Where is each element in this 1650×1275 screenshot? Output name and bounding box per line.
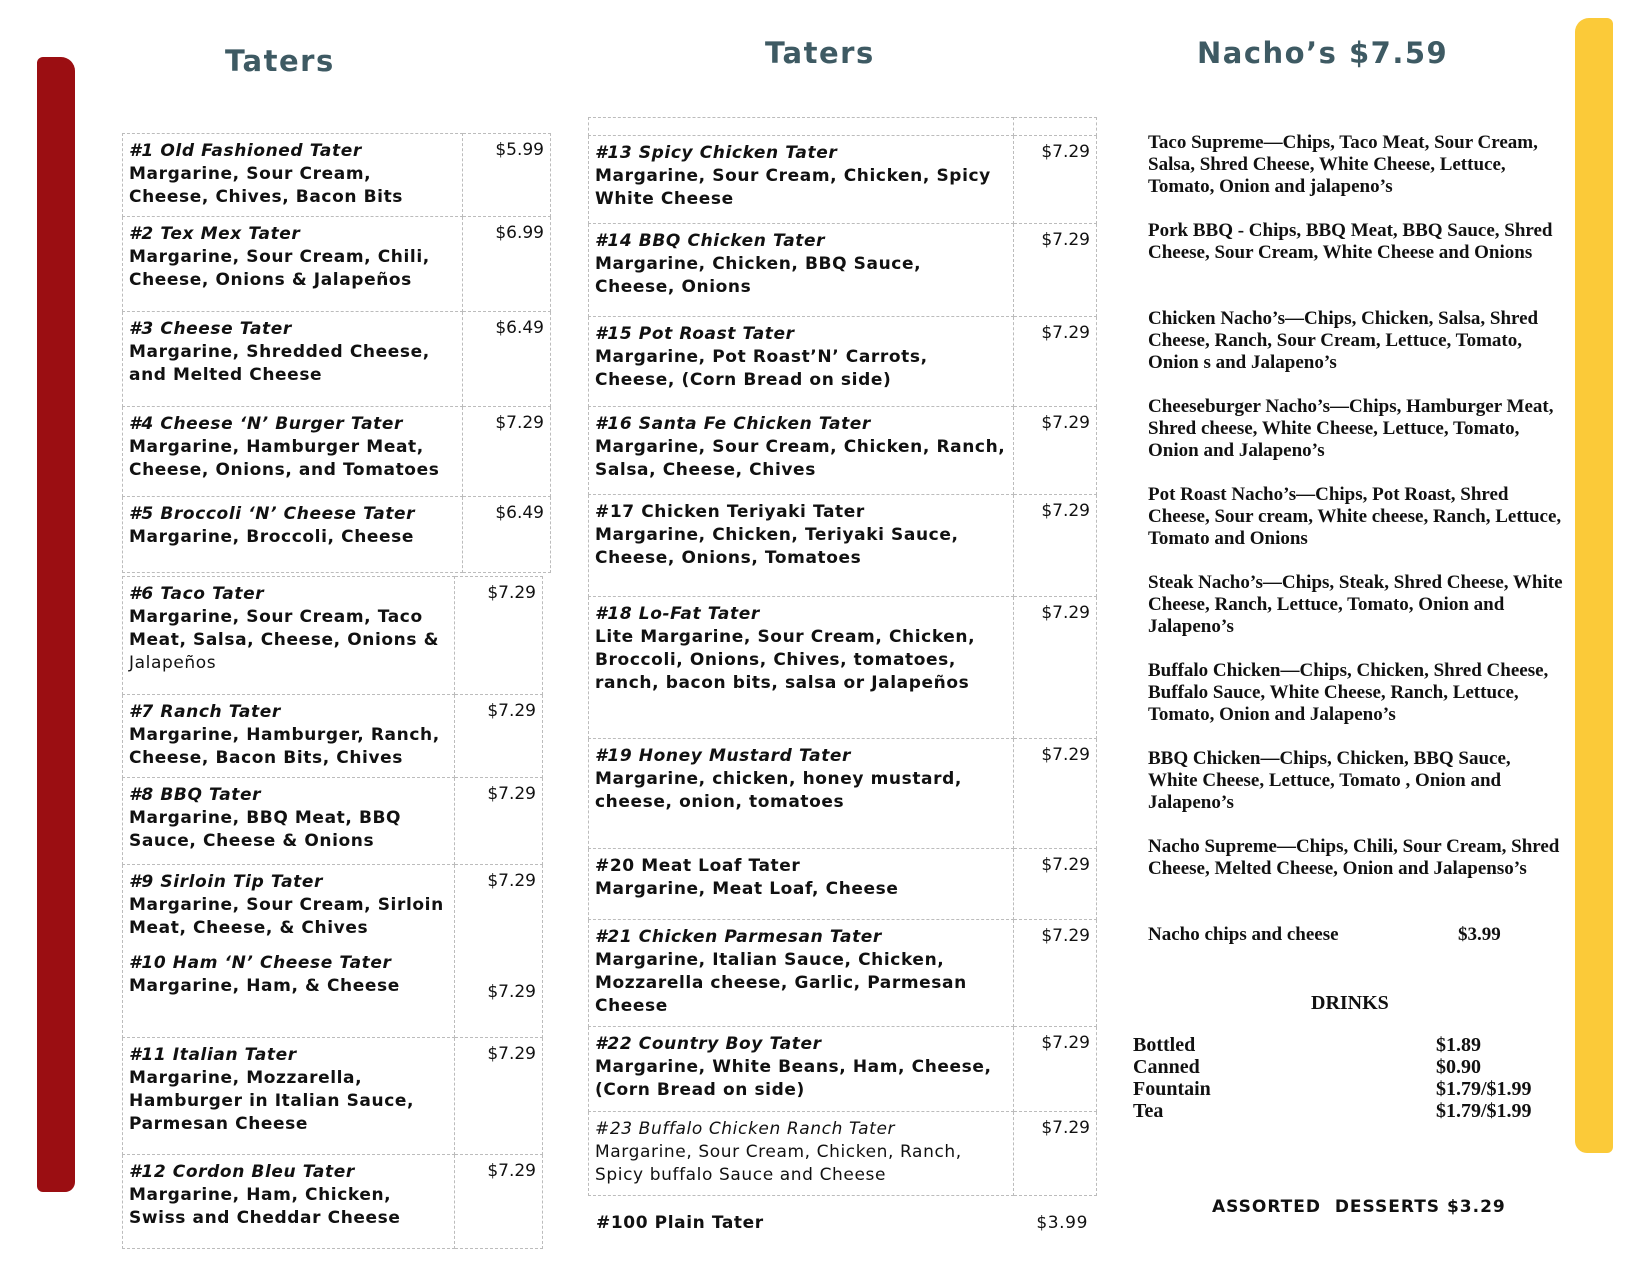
item-price: $7.29 [1014, 849, 1097, 920]
item-desc: Margarine, Sour Cream, Cheese, Chives, Bacon Bits [129, 164, 404, 207]
item-price: $7.29 [1014, 1112, 1097, 1196]
nacho-item: Cheeseburger Nacho’s—Chips, Hamburger Meat, Shred cheese, White Cheese, Lettuce, Tomato, Onion and Jalapeno’s [1148, 396, 1554, 461]
item-price: $6.99 [463, 217, 551, 312]
drink-row [1133, 1034, 1573, 1056]
item-desc: Margarine, Hamburger, Ranch, Cheese, Bacon Bits, Chives [129, 725, 440, 768]
item-desc: Margarine, Broccoli, Cheese [129, 527, 415, 547]
item-desc: Margarine, Hamburger Meat, Cheese, Onions, and Tomatoes [129, 437, 440, 480]
item-name: #19 Honey Mustard Tater [595, 746, 852, 766]
item-price: $7.29 [487, 982, 536, 1002]
item-name: #6 Taco Tater [129, 584, 265, 604]
menu-row [123, 577, 543, 695]
item-name: #23 Buffalo Chicken Ranch Tater [595, 1119, 896, 1139]
item-price: $7.29 [455, 577, 543, 695]
item-desc: Margarine, Sour Cream, Chicken, Spicy White Cheese [595, 166, 991, 209]
nacho-item: Steak Nacho’s—Chips, Steak, Shred Cheese, White Cheese, Ranch, Lettuce, Tomato, Onion and Jalapeno’s [1148, 572, 1563, 637]
menu-row-spacer [589, 118, 1097, 136]
item-desc: Margarine, White Beans, Ham, Cheese, (Corn Bread on side) [595, 1057, 992, 1100]
item-price: $7.29 [1014, 136, 1097, 224]
item-desc-tail: Jalapeños [129, 653, 217, 673]
menu-row [589, 597, 1097, 739]
item-price: $7.29 [1014, 597, 1097, 739]
menu-row [589, 1027, 1097, 1112]
plain-tater-row [596, 1213, 1096, 1233]
item-price: $7.29 [455, 1038, 543, 1155]
drink-row [1133, 1056, 1573, 1078]
menu-row [123, 134, 551, 217]
menu-row [123, 1155, 543, 1249]
item-price: $7.29 [1014, 224, 1097, 317]
nacho-chips-price: $3.99 [1458, 924, 1501, 945]
nacho-item: Nacho Supreme—Chips, Chili, Sour Cream, Shred Cheese, Melted Cheese, Onion and Jalapenso’s [1148, 836, 1560, 879]
nacho-item: Taco Supreme—Chips, Taco Meat, Sour Cream, Salsa, Shred Cheese, White Cheese, Lettuce, Tomato, Onion and jalapeno’s [1148, 132, 1538, 197]
menu-row [123, 1038, 543, 1155]
drink-price: $1.89 [1436, 1034, 1481, 1056]
item-name: #5 Broccoli ‘N’ Cheese Tater [129, 504, 416, 524]
tater-table-1 [122, 133, 551, 573]
item-name: #10 Ham ‘N’ Cheese Tater [129, 953, 392, 973]
item-name: #100 Plain Tater [596, 1213, 764, 1233]
menu-row [123, 497, 551, 573]
drink-price: $1.79/$1.99 [1436, 1100, 1532, 1122]
item-name: #15 Pot Roast Tater [595, 324, 795, 344]
menu-row [123, 865, 543, 1038]
menu-row [589, 317, 1097, 407]
item-price: $5.99 [463, 134, 551, 217]
heading-taters-middle: Taters [765, 36, 875, 70]
item-desc: Margarine, Sour Cream, Chicken, Ranch, Spicy buffalo Sauce and Cheese [595, 1142, 962, 1185]
menu-row [123, 217, 551, 312]
item-desc: Margarine, Pot Roast’N’ Carrots, Cheese, (Corn Bread on side) [595, 347, 928, 390]
item-name: #16 Santa Fe Chicken Tater [595, 414, 871, 434]
item-name: #13 Spicy Chicken Tater [595, 143, 838, 163]
desserts-line: ASSORTED DESSERTS $3.29 [1212, 1197, 1506, 1217]
item-desc: Margarine, Italian Sauce, Chicken, Mozzarella cheese, Garlic, Parmesan Cheese [595, 950, 967, 1016]
item-desc: Margarine, Mozzarella, Hamburger in Italian Sauce, Parmesan Cheese [129, 1068, 415, 1134]
item-name: #21 Chicken Parmesan Tater [595, 927, 882, 947]
item-name: #12 Cordon Bleu Tater [129, 1162, 355, 1182]
drink-name: Bottled [1133, 1034, 1196, 1056]
item-desc: Margarine, Ham, & Cheese [129, 976, 400, 996]
menu-row [589, 224, 1097, 317]
tater-table-2 [122, 576, 543, 1249]
item-desc: Margarine, chicken, honey mustard, cheese, onion, tomatoes [595, 769, 962, 812]
item-name: #7 Ranch Tater [129, 702, 281, 722]
drink-name: Fountain [1133, 1078, 1211, 1100]
drink-name: Tea [1133, 1100, 1164, 1122]
item-name: #3 Cheese Tater [129, 319, 292, 339]
menu-row [589, 849, 1097, 920]
item-name: #1 Old Fashioned Tater [129, 141, 362, 161]
item-price: $3.99 [1036, 1213, 1088, 1233]
nacho-item: Pot Roast Nacho’s—Chips, Pot Roast, Shred Cheese, Sour cream, White cheese, Ranch, Lettuce, Tomato and Onions [1148, 484, 1562, 549]
drink-price: $0.90 [1436, 1056, 1481, 1078]
item-price: $6.49 [463, 497, 551, 573]
menu-row [123, 407, 551, 497]
item-desc: Margarine, BBQ Meat, BBQ Sauce, Cheese & Onions [129, 808, 402, 851]
item-price: $7.29 [487, 871, 536, 891]
nacho-list [1148, 132, 1563, 948]
menu-row [589, 920, 1097, 1027]
item-desc: Margarine, Ham, Chicken, Swiss and Cheddar Cheese [129, 1185, 401, 1228]
drink-name: Canned [1133, 1056, 1200, 1078]
item-name: #18 Lo-Fat Tater [595, 604, 760, 624]
item-price: $7.29 [455, 778, 543, 865]
item-name: #14 BBQ Chicken Tater [595, 231, 826, 251]
drink-row [1133, 1078, 1573, 1100]
item-price: $7.29 [1014, 739, 1097, 849]
nacho-item: Pork BBQ - Chips, BBQ Meat, BBQ Sauce, Shred Cheese, Sour Cream, White Cheese and Onions [1148, 220, 1553, 263]
item-price: $7.29 [1014, 407, 1097, 495]
item-desc: Margarine, Chicken, Teriyaki Sauce, Cheese, Onions, Tomatoes [595, 525, 959, 568]
nacho-chips-label: Nacho chips and cheese [1148, 924, 1339, 945]
nacho-item: Chicken Nacho’s—Chips, Chicken, Salsa, Shred Cheese, Ranch, Sour Cream, Lettuce, Tomato, Onion s and Jalapeno’s [1148, 308, 1539, 373]
menu-row [123, 695, 543, 778]
menu-row [123, 778, 543, 865]
drinks-list [1133, 1034, 1573, 1122]
tater-table-3 [588, 117, 1097, 1196]
menu-row [123, 312, 551, 407]
drink-price: $1.79/$1.99 [1436, 1078, 1532, 1100]
item-desc: Margarine, Sour Cream, Chili, Cheese, Onions & Jalapeños [129, 247, 430, 290]
menu-row [589, 407, 1097, 495]
nacho-chips-row [1148, 924, 1563, 948]
drinks-title: DRINKS [1311, 992, 1389, 1014]
right-decor-bar [1575, 18, 1613, 1153]
left-decor-bar [37, 57, 75, 1192]
heading-nachos: Nacho’s $7.59 [1197, 36, 1449, 70]
menu-row [589, 1112, 1097, 1196]
item-price: $7.29 [463, 407, 551, 497]
item-price: $7.29 [1014, 495, 1097, 597]
item-price: $7.29 [455, 695, 543, 778]
item-price: $7.29 [1014, 920, 1097, 1027]
menu-row [589, 136, 1097, 224]
item-price: $7.29 [455, 1155, 543, 1249]
item-desc: Lite Margarine, Sour Cream, Chicken, Broccoli, Onions, Chives, tomatoes, ranch, bacon bits, salsa or Jalapeños [595, 627, 976, 693]
item-desc: Margarine, Shredded Cheese, and Melted Cheese [129, 342, 430, 385]
item-desc: Margarine, Sour Cream, Taco Meat, Salsa, Cheese, Onions & [129, 607, 440, 650]
item-desc: Margarine, Sour Cream, Chicken, Ranch, Salsa, Cheese, Chives [595, 437, 1006, 480]
nacho-item: BBQ Chicken—Chips, Chicken, BBQ Sauce, White Cheese, Lettuce, Tomato , Onion and Jalapeno’s [1148, 748, 1511, 813]
item-name: #2 Tex Mex Tater [129, 224, 301, 244]
menu-row [589, 495, 1097, 597]
drink-row [1133, 1100, 1573, 1122]
menu-row [589, 739, 1097, 849]
item-name: #20 Meat Loaf Tater [595, 856, 801, 876]
item-desc: Margarine, Chicken, BBQ Sauce, Cheese, Onions [595, 254, 922, 297]
item-name: #8 BBQ Tater [129, 785, 262, 805]
heading-taters-left: Taters [225, 44, 335, 78]
nacho-item: Buffalo Chicken—Chips, Chicken, Shred Cheese, Buffalo Sauce, White Cheese, Ranch, Lettuce, Tomato, Onion and Jalapeno’s [1148, 660, 1549, 725]
item-price: $6.49 [463, 312, 551, 407]
item-desc: Margarine, Sour Cream, Sirloin Meat, Cheese, & Chives [129, 895, 444, 938]
item-name: #11 Italian Tater [129, 1045, 297, 1065]
item-name: #22 Country Boy Tater [595, 1034, 822, 1054]
item-name: #9 Sirloin Tip Tater [129, 872, 323, 892]
item-price: $7.29 [1014, 1027, 1097, 1112]
item-desc: Margarine, Meat Loaf, Cheese [595, 879, 899, 899]
item-name: #17 Chicken Teriyaki Tater [595, 502, 865, 522]
item-name: #4 Cheese ‘N’ Burger Tater [129, 414, 403, 434]
item-price: $7.29 [1014, 317, 1097, 407]
